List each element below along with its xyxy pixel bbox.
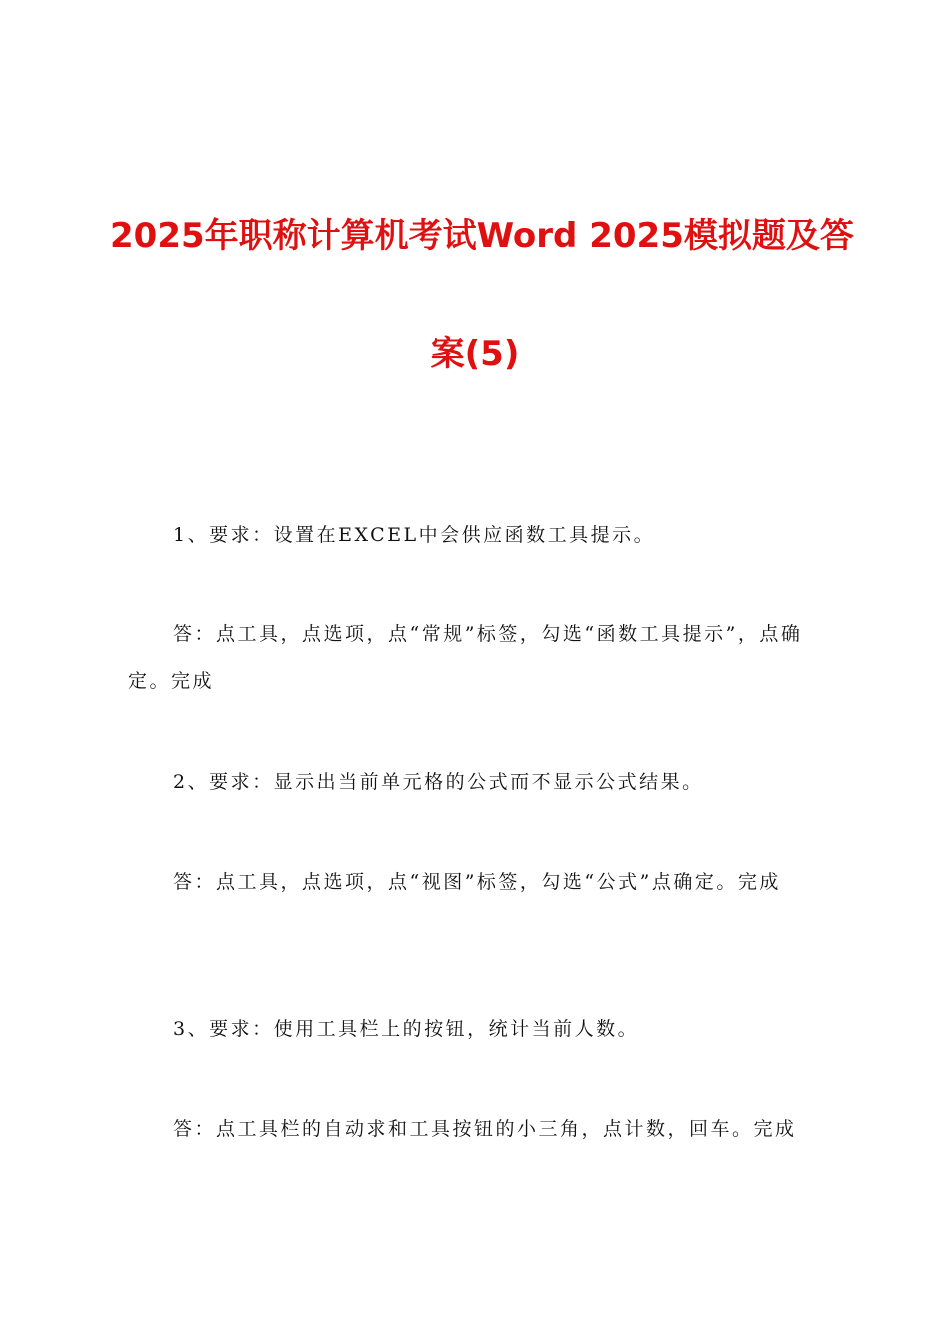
- document-title-line-2: 案(5): [430, 334, 520, 374]
- question-3: 3、要求：使用工具栏上的按钮，统计当前人数。: [173, 1018, 640, 1040]
- question-2: 2、要求：显示出当前单元格的公式而不显示公式结果。: [173, 771, 704, 793]
- question-1: 1、要求：设置在EXCEL中会供应函数工具提示。: [173, 524, 656, 546]
- answer-2: 答：点工具，点选项，点“视图”标签，勾选“公式”点确定。完成: [173, 871, 781, 893]
- document-title-line-1: 2025年职称计算机考试Word 2025模拟题及答: [110, 216, 854, 256]
- answer-3: 答：点工具栏的自动求和工具按钮的小三角，点计数，回车。完成: [173, 1118, 797, 1140]
- answer-1: 答：点工具，点选项，点“常规”标签，勾选“函数工具提示”，点确定。完成: [128, 623, 803, 692]
